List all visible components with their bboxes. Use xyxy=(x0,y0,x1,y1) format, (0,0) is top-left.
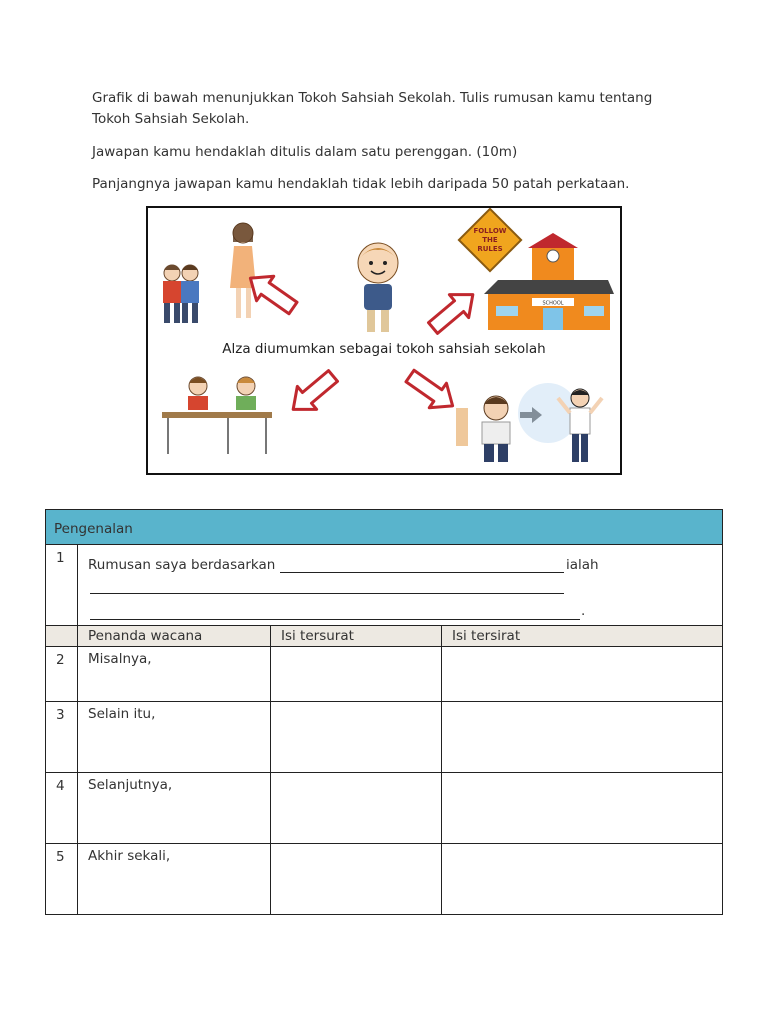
illustration-figure xyxy=(146,206,622,475)
sign-word-1: FOLLOW xyxy=(473,227,507,235)
implicit-content-cell[interactable] xyxy=(442,844,723,915)
row-number: 1 xyxy=(56,550,65,566)
discourse-marker: Akhir sekali, xyxy=(88,848,171,864)
transformation-illustration xyxy=(456,383,602,462)
table-row xyxy=(46,702,723,773)
arrow-to-transformation xyxy=(401,364,461,418)
implicit-content-cell[interactable] xyxy=(442,702,723,773)
row-number: 4 xyxy=(56,778,65,794)
intro-text-after: ialah xyxy=(566,557,599,573)
intro-text-before: Rumusan saya berdasarkan xyxy=(88,557,276,573)
answer-line-3 xyxy=(90,619,580,620)
answer-worksheet-table xyxy=(45,509,723,915)
follow-the-rules-sign xyxy=(459,209,521,271)
explicit-content-cell[interactable] xyxy=(271,702,442,773)
column-header-implicit: Isi tersirat xyxy=(452,628,521,644)
column-header-marker: Penanda wacana xyxy=(88,628,203,644)
explicit-content-cell[interactable] xyxy=(271,647,442,702)
discourse-marker: Selain itu, xyxy=(88,706,156,722)
table-row xyxy=(46,773,723,844)
teacher-illustration xyxy=(230,223,256,318)
implicit-content-cell[interactable] xyxy=(442,647,723,702)
answer-line-1 xyxy=(280,572,564,573)
table-header-row xyxy=(46,510,723,545)
discourse-marker: Selanjutnya, xyxy=(88,777,173,793)
sign-word-2: THE xyxy=(482,236,498,244)
column-header-explicit: Isi tersurat xyxy=(281,628,354,644)
answer-line-2 xyxy=(90,593,564,594)
row-number: 2 xyxy=(56,652,65,668)
row-number: 5 xyxy=(56,849,65,865)
table-row xyxy=(46,844,723,915)
intro-answer-cell[interactable] xyxy=(78,545,723,626)
arrow-to-school xyxy=(423,283,482,339)
implicit-content-cell[interactable] xyxy=(442,773,723,844)
explicit-content-cell[interactable] xyxy=(271,773,442,844)
instruction-paragraph-2: Jawapan kamu hendaklah ditulis dalam satu perenggan. (10m) xyxy=(92,144,518,160)
discourse-marker: Misalnya, xyxy=(88,651,152,667)
arrow-to-classroom xyxy=(284,365,343,421)
student-alza-illustration xyxy=(358,243,398,332)
intro-end-mark: . xyxy=(581,603,586,619)
column-header-row xyxy=(46,626,723,647)
table-row xyxy=(46,647,723,702)
explicit-content-cell[interactable] xyxy=(271,844,442,915)
classroom-students-illustration xyxy=(162,377,272,454)
school-sign-text: SCHOOL xyxy=(542,300,564,307)
row-number: 3 xyxy=(56,707,65,723)
two-boys-illustration xyxy=(163,265,199,323)
section-title: Pengenalan xyxy=(54,521,133,537)
intro-row xyxy=(46,545,723,626)
instruction-paragraph-3: Panjangnya jawapan kamu hendaklah tidak lebih daripada 50 patah perkataan. xyxy=(92,176,630,192)
instruction-paragraph-1: Grafik di bawah menunjukkan Tokoh Sahsiah Sekolah. Tulis rumusan kamu tentang Tokoh Sahsiah Sekolah. xyxy=(92,90,653,127)
sign-word-3: RULES xyxy=(477,245,503,253)
figure-caption: Alza diumumkan sebagai tokoh sahsiah sekolah xyxy=(222,341,546,357)
